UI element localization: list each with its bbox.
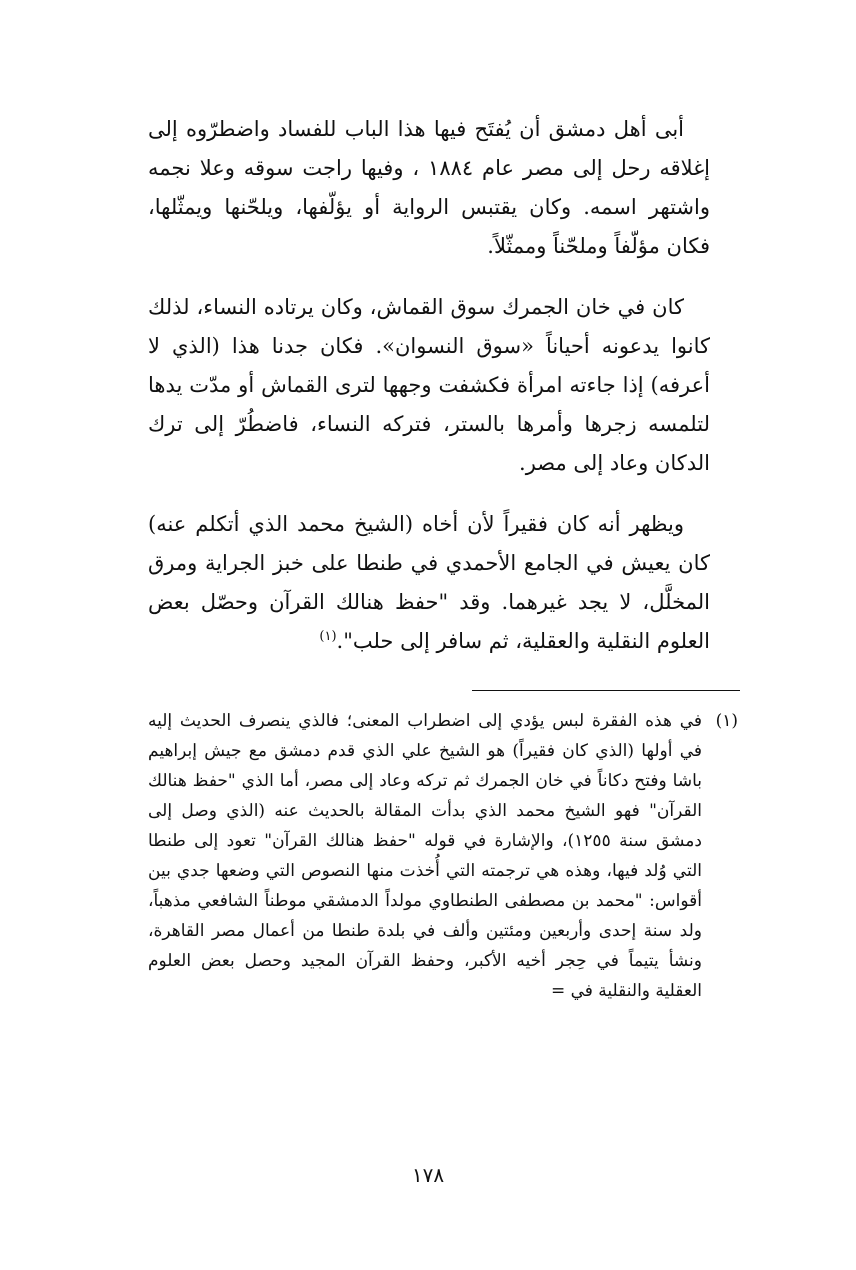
- footnote-divider: [472, 690, 740, 691]
- paragraph-3: [148, 505, 710, 661]
- footnote: [148, 706, 738, 1006]
- paragraph-1-text: أبى أهل دمشق أن يُفتَح فيها هذا الباب للفساد واضطرّوه إلى إغلاقه رحل إلى مصر عام ١٨٨٤ ، وفيها راجت سوقه وعلا نجمه واشتهر اسمه. وكان يقتبس الرواية أو يؤلّفها، ويلحّنها ويمثّلها، فكان مؤلّفاً وملحّناً وممثّلاً.: [148, 117, 711, 258]
- footnote-reference[interactable]: (١): [319, 629, 337, 644]
- footnote-marker: (١): [715, 711, 738, 731]
- page-number: ١٧٨: [411, 1163, 445, 1187]
- paragraph-1: [148, 110, 710, 266]
- paragraph-2-text: كان في خان الجمرك سوق القماش، وكان يرتاده النساء، لذلك كانوا يدعونه أحياناً «سوق النسوان». فكان جدنا هذا (الذي لا أعرفه) إذا جاءته امرأة فكشفت وجهها لترى القماش أو مدّت يدها لتلمسه زجرها وأمرها بالستر، فتركه النساء، فاضطُرّ إلى ترك الدكان وعاد إلى مصر.: [148, 295, 710, 475]
- main-text: [148, 110, 710, 683]
- paragraph-2: [148, 288, 710, 483]
- paragraph-3-text: ويظهر أنه كان فقيراً لأن أخاه (الشيخ محمد الذي أتكلم عنه) كان يعيش في الجامع الأحمدي في طنطا على خبز الجراية ومرق المخلَّل، لا يجد غيرهما. وقد "حفظ هنالك القرآن وحصّل بعض العلوم النقلية والعقلية، ثم سافر إلى حلب".: [148, 512, 710, 653]
- footnote-text: في هذه الفقرة لبس يؤدي إلى اضطراب المعنى؛ فالذي ينصرف الحديث إليه في أولها (الذي كان فقيراً) هو الشيخ علي الذي قدم دمشق مع جيش إبراهيم باشا وفتح دكاناً في خان الجمرك ثم تركه وعاد إلى مصر، أما الذي "حفظ هنالك القرآن" فهو الشيخ محمد الذي بدأت المقالة بالحديث عنه (الذي وصل إلى دمشق سنة ١٢٥٥)، والإشارة في قوله "حفظ هنالك القرآن" تعود إلى طنطا التي وُلد فيها، وهذه هي ترجمته التي أُخذت منها النصوص التي وضعها جدي بين أقواس: "محمد بن مصطفى الطنطاوي مولداً الدمشقي موطناً الشافعي مذهباً، ولد سنة إحدى وأربعين ومئتين وألف في بلدة طنطا من أعمال مصر القاهرة، ونشأ يتيماً في حِجر أخيه الأكبر، وحفظ القرآن المجيد وحصل بعض العلوم العقلية والنقلية في =: [148, 711, 702, 1001]
